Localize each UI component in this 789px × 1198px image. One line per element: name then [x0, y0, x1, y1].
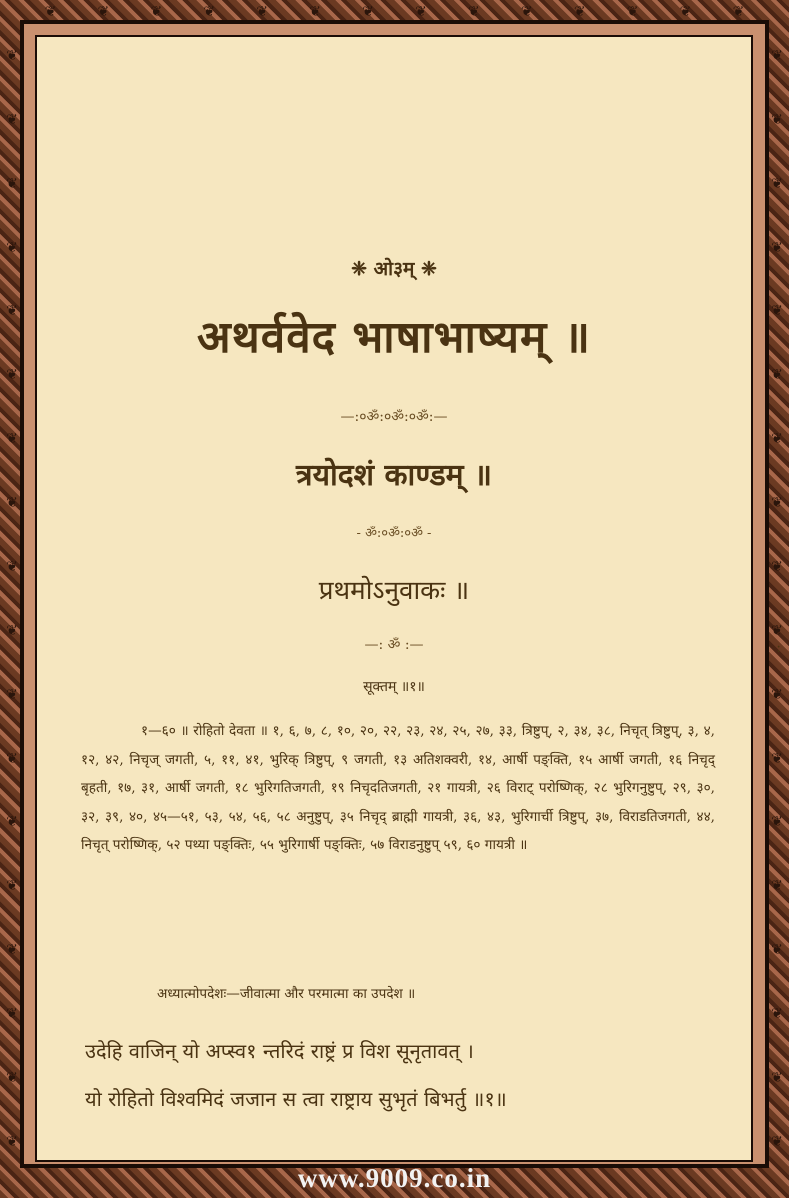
- top-ornament-row: ❦ ❦ ❦ ❦ ❦ ❦ ❦ ❦ ❦ ❦ ❦ ❦ ❦ ❦: [44, 4, 745, 20]
- updesh-line: अध्यात्मोपदेशः—जीवात्मा और परमात्मा का उपदेश ॥: [157, 986, 416, 1002]
- om-heading: ❈ ओ३म् ❈: [351, 258, 437, 280]
- anuvaka-heading: प्रथमोऽनुवाकः ॥: [318, 576, 470, 606]
- left-ornament-column: ❦ ❦ ❦ ❦ ❦ ❦ ❦ ❦ ❦ ❦ ❦ ❦ ❦ ❦ ❦ ❦ ❦ ❦: [6, 47, 18, 1150]
- meter-notes: [81, 717, 715, 860]
- ornament-divider: —: ॐ :—: [364, 637, 424, 653]
- page-title: अथर्ववेद भाषाभाष्यम् ॥: [197, 312, 591, 363]
- sukta-heading: सूक्तम् ॥१॥: [363, 679, 425, 695]
- mantra-line-2: यो रोहितो विश्वमिदं जजान स त्वा राष्ट्राय सुभृतं बिभर्तु ॥१॥: [85, 1087, 507, 1111]
- stray-mark: :: [776, 640, 781, 656]
- right-ornament-column: ❦ ❦ ❦ ❦ ❦ ❦ ❦ ❦ ❦ ❦ ❦ ❦ ❦ ❦ ❦ ❦ ❦ ❦: [771, 47, 783, 1150]
- page: [35, 35, 753, 1162]
- website-footer: www.9009.co.in: [297, 1163, 492, 1193]
- meter-notes-text: १—६० ॥ रोहितो देवता ॥ १, ६, ७, ८, १०, २०, २२, २३, २४, २५, २७, ३३, त्रिष्टुप्, २, ३४, ३८, निचृत् त्रिष्टुप्, ३, ४, १२, ४२, निचृज् जगती, ५, ११, ४१, भुरिक् त्रिष्टुप्, ९ जगती, १३ अतिशक्वरी, १४, आर्षी पङ्क्ति, १५ आर्षी जगती, १६ निचृद् बृहती, १७, ३१, आर्षी जगती, १८ भुरिगतिजगती, १९ निचृदतिजगती, २१ गायत्री, २६ विराट् परोष्णिक्, २८ भुरिगनुष्टुप्, २९, ३०, ३२, ३९, ४०, ४५—५१, ५३, ५४, ५६, ५८ अनुष्टुप्, ३५ निचृद् ब्राह्मी गायत्री, ३६, ४३, भुरिगार्ची त्रिष्टुप्, ३७, विराडतिजगती, ४४, निचृत् परोष्णिक्, ५२ पथ्या पङ्क्तिः, ५५ भुरिगार्षी पङ्क्तिः, ५७ विराडनुष्टुप् ५९, ६० गायत्री ॥: [81, 723, 715, 854]
- ornament-divider: —:०ॐ:०ॐ:०ॐ:—: [340, 409, 448, 425]
- mantra-line-1: उदेहि वाजिन् यो अप्स्व१ न्तरिदं राष्ट्रं प्र विश सूनृतावत् ।: [85, 1039, 474, 1063]
- kanda-heading: त्रयोदशं काण्डम् ॥: [296, 458, 492, 493]
- ornament-divider: - ॐ:०ॐ:०ॐ -: [356, 526, 432, 541]
